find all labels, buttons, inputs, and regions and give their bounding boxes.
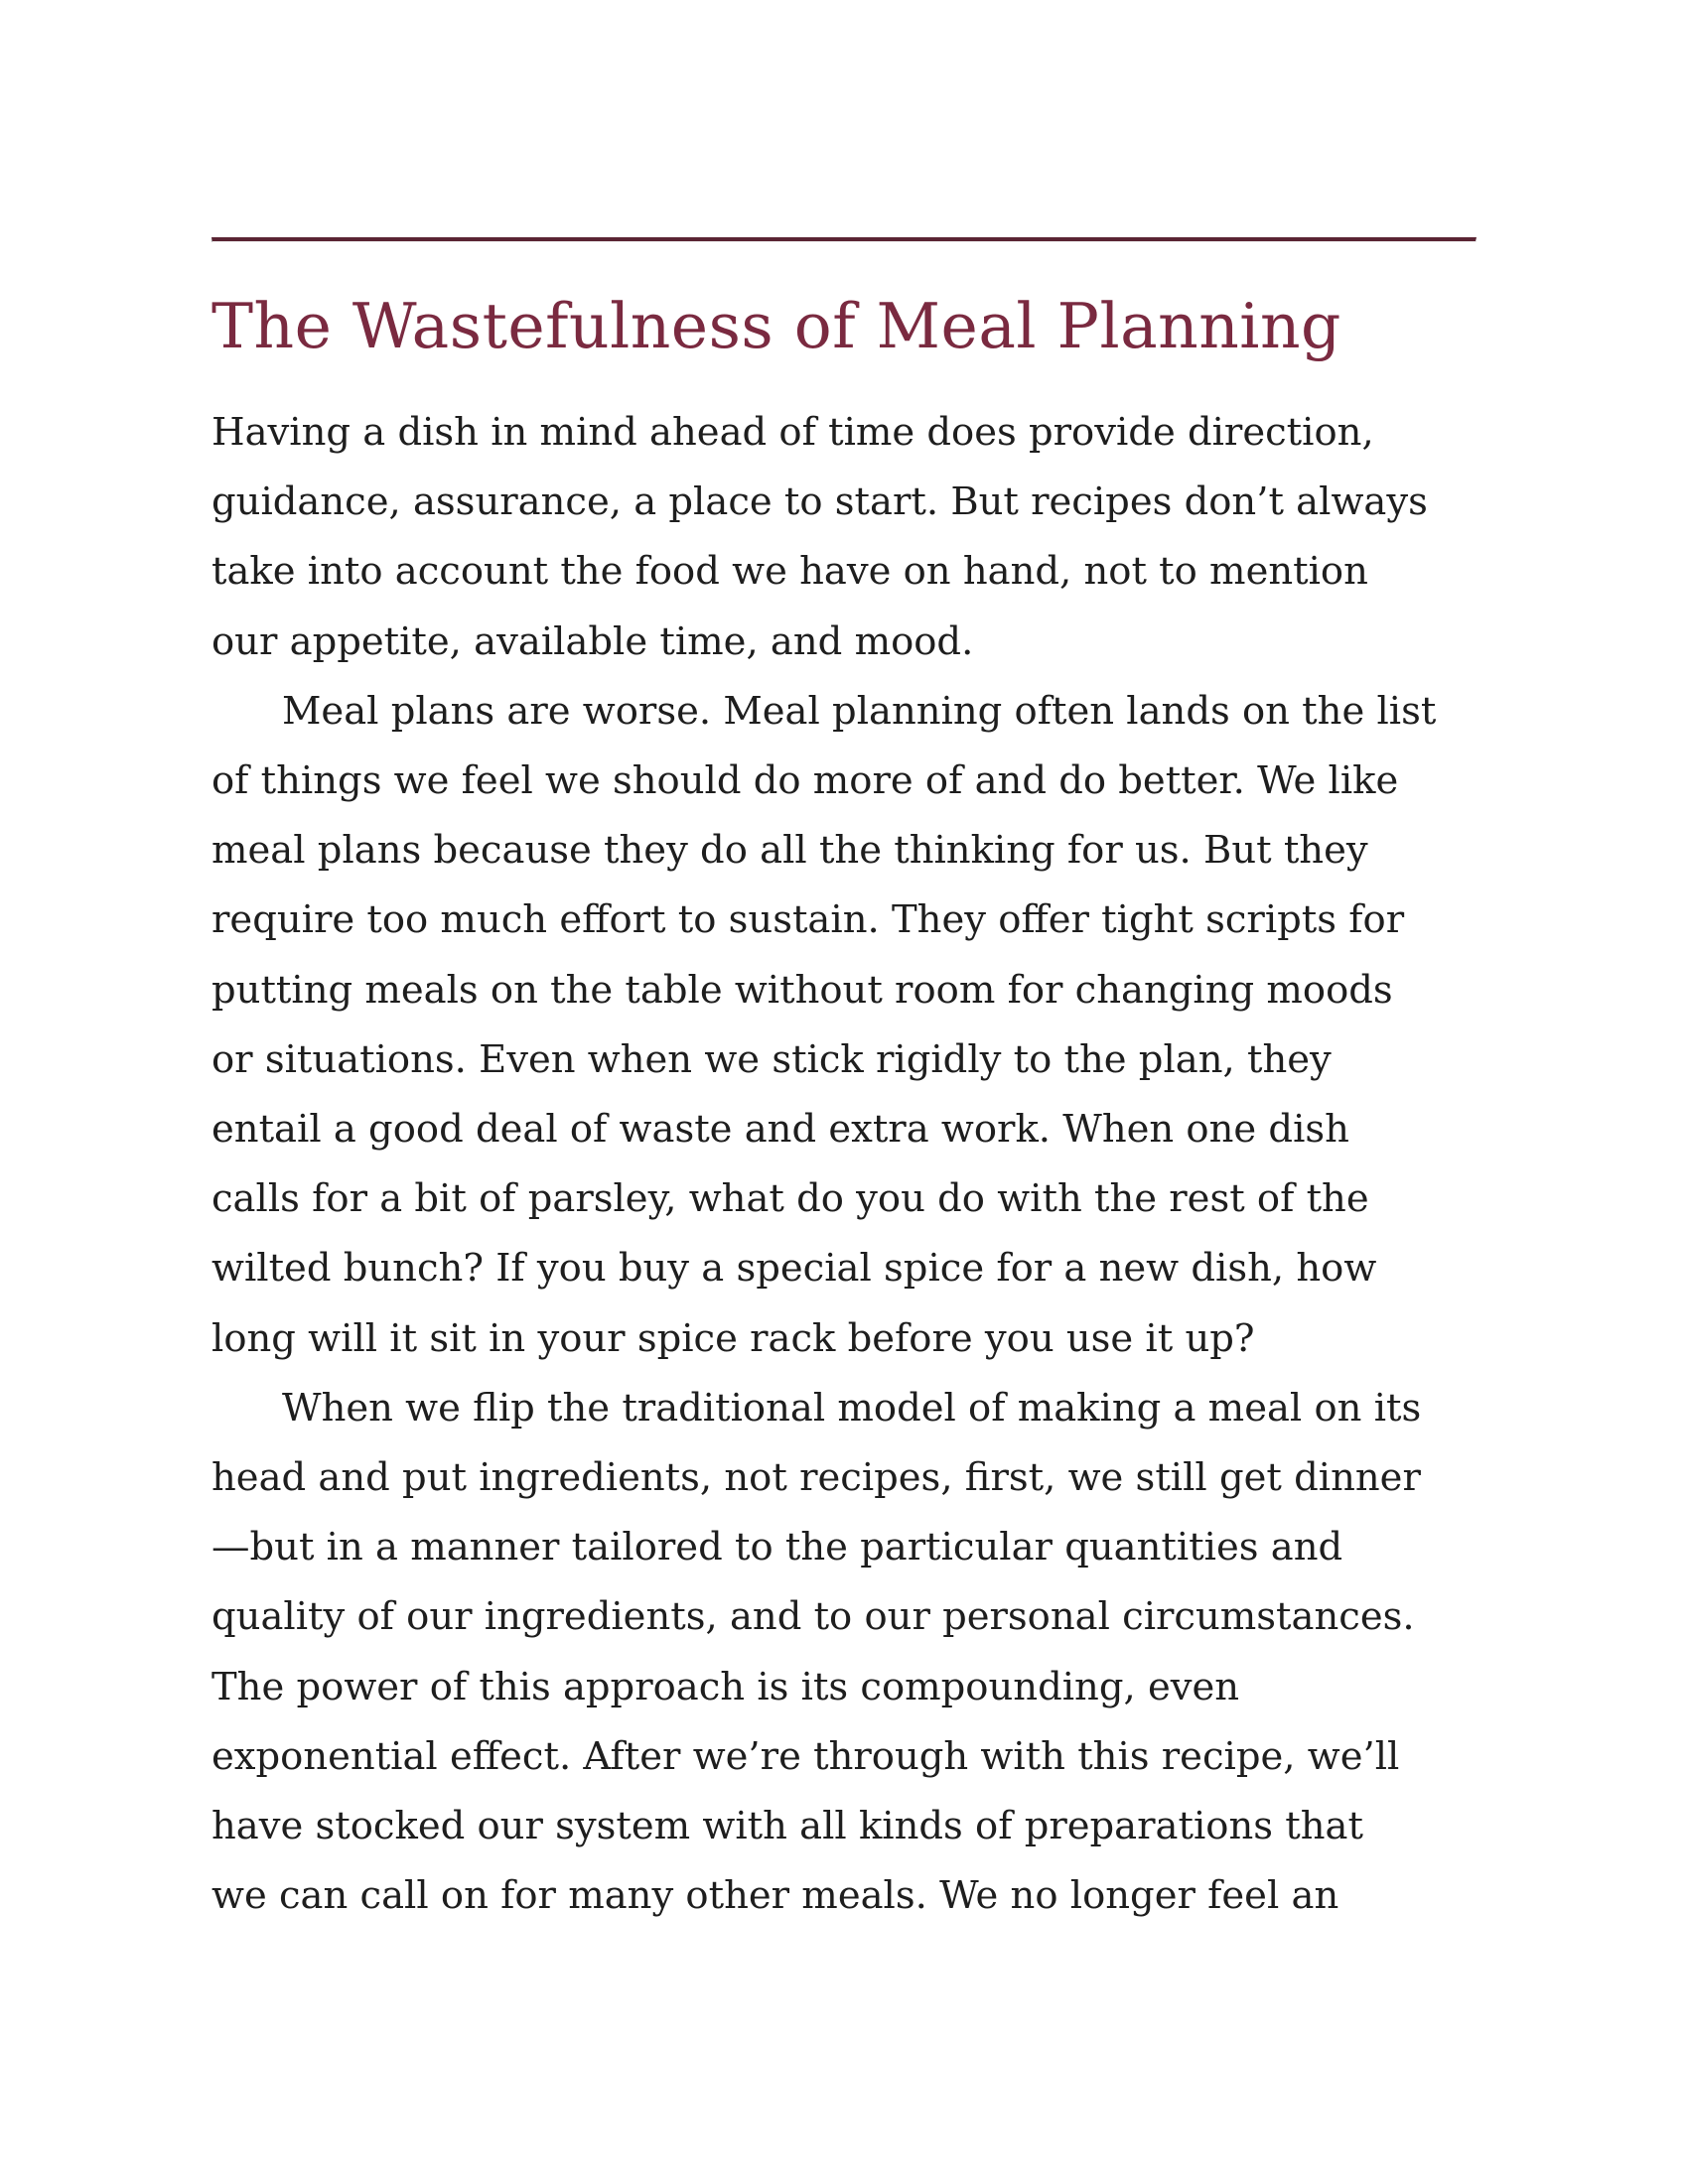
text-line: we can call on for many other meals. We no longer feel an [211,1873,1339,1919]
text-line: Meal plans are worse. Meal planning often lands on the list [282,688,1437,734]
text-line: When we flip the traditional model of making a meal on its [282,1385,1422,1431]
paragraph [211,1374,1475,1932]
text-line: have stocked our system with all kinds of preparations that [211,1804,1363,1849]
text-line: our appetite, available time, and mood. [211,618,974,664]
text-line: exponential effect. After we’re through with this recipe, we’ll [211,1733,1400,1779]
text-line: guidance, assurance, a place to start. But recipes don’t always [211,479,1428,525]
chapter-title: The Wastefulness of Meal Planning [211,290,1341,362]
paragraph [211,677,1475,1374]
text-line: take into account the food we have on hand, not to mention [211,549,1368,595]
text-line: or situations. Even when we stick rigidly to the plan, they [211,1036,1332,1082]
text-line: Having a dish in mind ahead of time does provide direction, [211,410,1374,455]
text-line: of things we feel we should do more of and do better. We like [211,758,1399,804]
text-line: wilted bunch? If you buy a special spice for a new dish, how [211,1246,1377,1292]
text-line: The power of this approach is its compounding, even [211,1664,1240,1709]
text-line: —but in a manner tailored to the particular quantities and [211,1525,1343,1570]
text-line: calls for a bit of parsley, what do you do with the rest of the [211,1176,1369,1222]
text-line: head and put ingredients, not recipes, first, we still get dinner [211,1455,1421,1501]
text-line: meal plans because they do all the thinking for us. But they [211,828,1368,874]
chapter-rule [211,237,1477,242]
page-content [211,237,1475,1931]
text-line: require too much effort to sustain. They offer tight scripts for [211,897,1405,943]
body-text [211,398,1475,1931]
text-line: quality of our ingredients, and to our personal circumstances. [211,1594,1415,1640]
paragraph [211,398,1475,677]
text-line: entail a good deal of waste and extra work. When one dish [211,1107,1349,1153]
text-line: long will it sit in your spice rack before you use it up? [211,1315,1255,1361]
text-line: putting meals on the table without room for changing moods [211,967,1393,1013]
